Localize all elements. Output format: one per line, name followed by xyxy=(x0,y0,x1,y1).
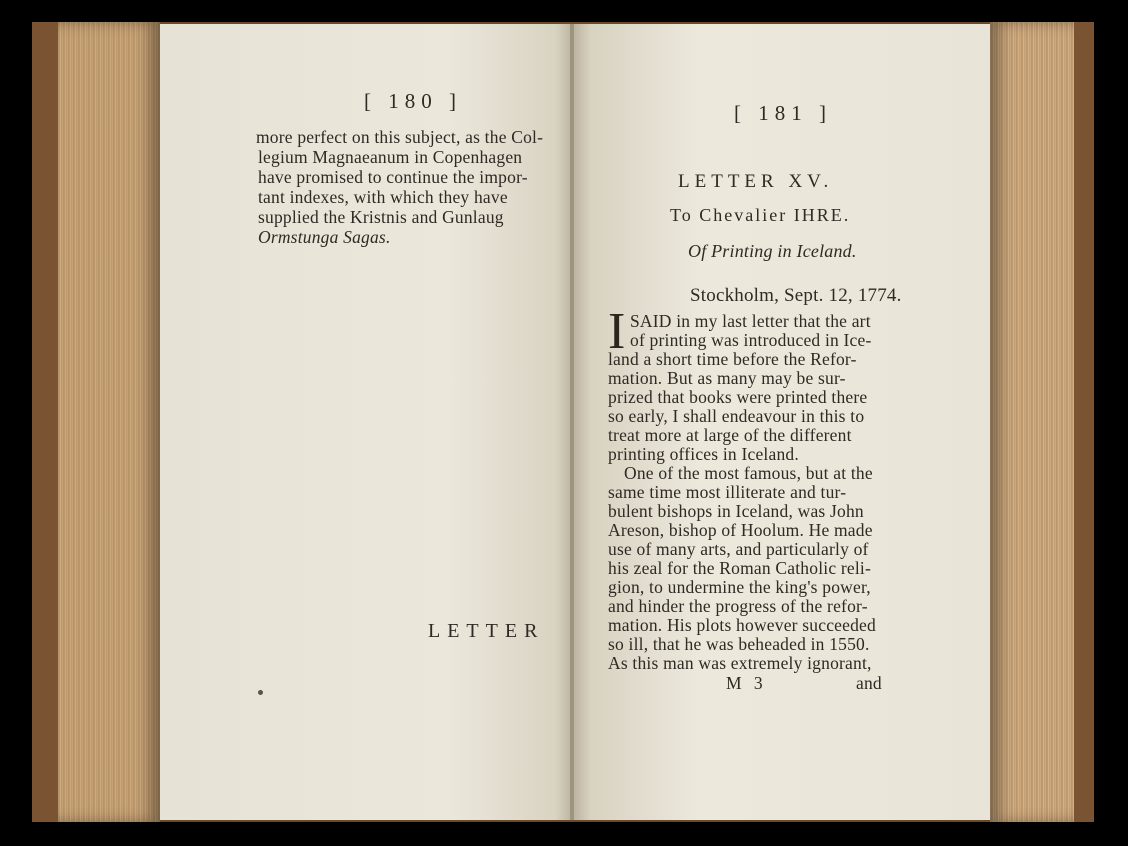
left-text-line: Ormstunga Sagas. xyxy=(258,227,391,247)
left-cover xyxy=(32,22,58,822)
right-cover xyxy=(1074,22,1094,822)
letter-title: LETTER XV. xyxy=(678,171,834,192)
paragraph-2-line: same time most illiterate and tur- xyxy=(608,482,847,502)
paragraph-2-line: gion, to undermine the king's power, xyxy=(608,577,871,597)
paragraph-2-line: use of many arts, and particularly of xyxy=(608,539,869,559)
paragraph-1-line: SAID in my last letter that the art xyxy=(630,311,871,331)
paragraph-2-line: mation. His plots however succeeded xyxy=(608,615,876,635)
paragraph-2-line: and hinder the progress of the refor- xyxy=(608,596,868,616)
paragraph-1-line: so early, I shall endeavour in this to xyxy=(608,406,865,426)
addressee: To Chevalier IHRE. xyxy=(670,205,851,225)
letter-subject: Of Printing in Iceland. xyxy=(688,241,857,261)
left-catchword: LETTER xyxy=(428,620,545,642)
left-text-line: supplied the Kristnis and Gunlaug xyxy=(258,207,504,227)
left-page-number: [ 180 ] xyxy=(364,89,462,113)
left-text-line: tant indexes, with which they have xyxy=(258,187,508,207)
ink-speck xyxy=(258,690,263,695)
paragraph-1-line: of printing was introduced in Ice- xyxy=(630,330,872,350)
paragraph-2-line: Areson, bishop of Hoolum. He made xyxy=(608,520,873,540)
paragraph-2-line: As this man was extremely ignorant, xyxy=(608,653,872,673)
signature-mark: M 3 xyxy=(726,673,767,693)
paragraph-1-line: printing offices in Iceland. xyxy=(608,444,799,464)
paragraph-2-line: One of the most famous, but at the xyxy=(624,463,873,483)
left-text-line: more perfect on this subject, as the Col- xyxy=(256,127,544,147)
left-text-line: legium Magnaeanum in Copenhagen xyxy=(258,147,523,167)
paragraph-1-line: mation. But as many may be sur- xyxy=(608,368,846,388)
right-catchword: and xyxy=(856,673,882,693)
right-page-number: [ 181 ] xyxy=(734,101,832,125)
left-text-line: have promised to continue the impor- xyxy=(258,167,528,187)
paragraph-2-line: so ill, that he was beheaded in 1550. xyxy=(608,634,870,654)
paragraph-1-line: treat more at large of the different xyxy=(608,425,852,445)
paragraph-2-line: his zeal for the Roman Catholic reli- xyxy=(608,558,872,578)
drop-cap: I xyxy=(608,303,626,360)
paragraph-1-line: land a short time before the Refor- xyxy=(608,349,857,369)
dateline: Stockholm, Sept. 12, 1774. xyxy=(690,285,902,306)
paragraph-2-line: bulent bishops in Iceland, was John xyxy=(608,501,864,521)
paragraph-1-line: prized that books were printed there xyxy=(608,387,868,407)
